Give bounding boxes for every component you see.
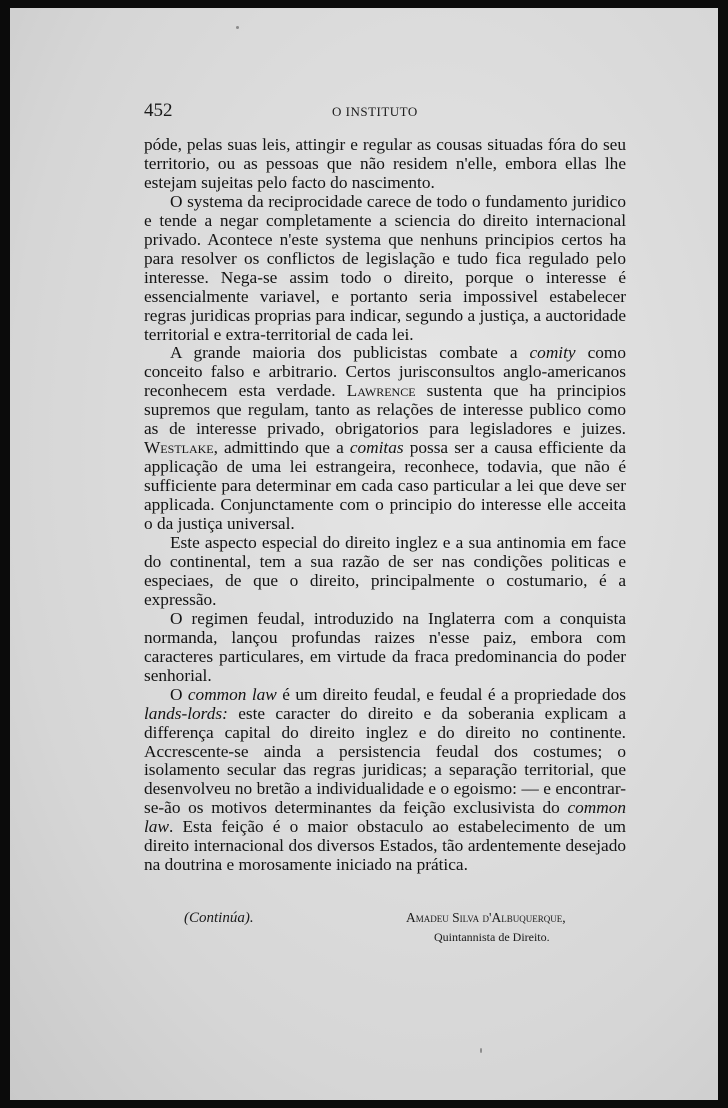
article-footer [144, 906, 626, 946]
paragraph [144, 193, 626, 345]
author-name: Amadeu Silva d'Albuquerque, [406, 910, 566, 925]
paper-speck [480, 1048, 482, 1053]
paragraph [144, 686, 626, 876]
author-citation: Westlake [144, 438, 214, 458]
text-run: é um direito feudal, e feudal é a propriedade dos [276, 684, 626, 704]
text-run: O [170, 684, 188, 704]
text-run: como conceito falso e arbitrario. Certos jurisconsultos anglo-americanos reconhecem esta verdade. [144, 343, 626, 401]
italic-term: comity [529, 343, 576, 363]
text-run: O systema da reciprocidade carece de todo o fundamento juridico e tende a negar completamente a sciencia do direito internacional privado. Acontece n'este systema que nenhuns principios certos ha para resolver os conflictos de legislação e tudo fica regulado pelo interesse. Nega-se assim todo o direito, porque o interesse é essencialmente variavel, e portanto seria impossivel estabelecer regras juridicas proprias para indicar, segundo a justiça, a auctoridade territorial e extra-territorial de cada lei. [144, 191, 626, 344]
italic-term: lands-lords: [144, 703, 228, 723]
italic-term: common law [144, 798, 626, 837]
page-number: 452 [144, 100, 173, 121]
paragraph [144, 610, 626, 686]
text-run: possa ser a causa efficiente da applicação de uma lei estrangeira, reconhece, todavia, que não é sufficiente para determinar em cada caso particular a lei que deve ser applicada. Conjunctamente com o principio do interesse elle acceita o da justiça universal. [144, 438, 626, 534]
author-citation: Lawrence [346, 381, 416, 401]
italic-term: comitas [349, 438, 404, 458]
paper-speck [236, 26, 239, 29]
paragraph [144, 344, 626, 534]
text-run: , admittindo que a [213, 438, 350, 458]
text-run: sustenta que ha principios supremos que regulam, tanto as relações de interesse publico como as de interesse privado, obrigatorios para legisladores e juizes. [144, 381, 626, 439]
document-page [10, 8, 718, 1100]
text-run: O regimen feudal, introduzido na Inglaterra com a conquista normanda, lançou profundas raizes n'esse paiz, embora com caracteres particulares, em virtude da fraca predominancia do poder senhorial. [144, 608, 626, 685]
italic-term: common law [187, 684, 277, 704]
running-title: O INSTITUTO [332, 104, 418, 119]
continua-note: (Continúa). [184, 910, 254, 926]
author-role: Quintannista de Direito. [434, 930, 550, 944]
article-body [144, 136, 626, 875]
text-run: A grande maioria dos publicistas combate a [170, 343, 530, 363]
paragraph [144, 136, 626, 193]
paragraph [144, 534, 626, 610]
text-run: póde, pelas suas leis, attingir e regular as cousas situadas fóra do seu territorio, ou as pessoas que não residem n'elle, embora ellas lhe estejam sujeitas pelo facto do nascimento. [144, 135, 626, 192]
text-run: . Esta feição é o maior obstaculo ao estabelecimento de um direito internacional dos diversos Estados, tão ardentemente desejado na doutrina e morosamente iniciado na prática. [144, 817, 626, 875]
page-header [10, 100, 718, 124]
text-run: Este aspecto especial do direito inglez e a sua antinomia em face do continental, tem a sua razão de ser nas condições politicas e especiaes, de que o direito, principalmente o costumario, é a expressão. [144, 533, 626, 609]
text-run: este caracter do direito e da soberania explicam a differença capital do direito inglez e do direito no continente. Accrescente-se ainda a persistencia feudal dos costumes; o isolamento secular das regras juridicas; a separação territorial, que desenvolveu no bretão a individualidade e o egoismo: — e encontrar-se-ão os motivos determinantes da feição exclusivista do [144, 703, 626, 818]
